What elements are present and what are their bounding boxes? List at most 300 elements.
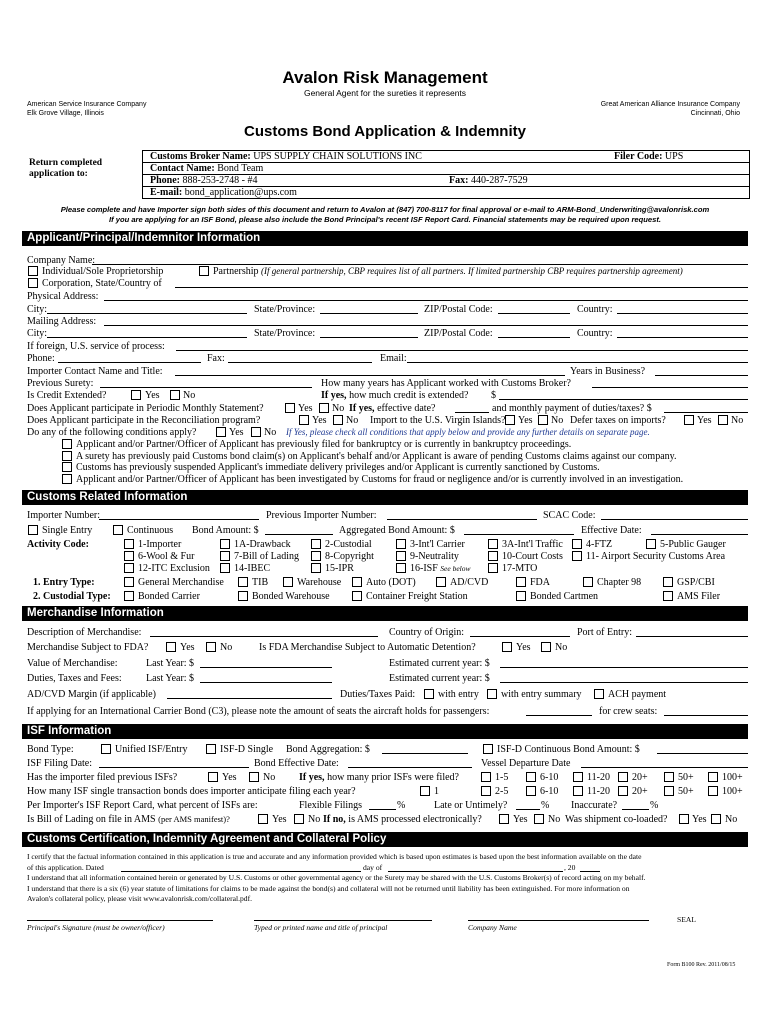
form-revision: Form B100 Rev. 2011/08/15 [667, 962, 736, 968]
prior-50-label: 50+ [678, 772, 694, 783]
detention-yes-label: Yes [516, 642, 531, 653]
entry-gsp-label: GSP/CBI [677, 577, 715, 588]
ams-yes-checkbox[interactable] [499, 814, 509, 824]
code-3-label: 3-Int'l Carrier [410, 539, 465, 550]
bol-no-checkbox[interactable] [294, 814, 304, 824]
code-7-checkbox[interactable] [220, 551, 230, 561]
zip-field[interactable] [498, 313, 570, 314]
origin-label: Country of Origin: [389, 627, 464, 638]
left-surety-city: Elk Grove Village, Illinois [27, 110, 104, 117]
value-estimated-field[interactable] [500, 667, 748, 668]
applicant-email-label: Email: [380, 353, 407, 364]
code-10-label: 10-Court Costs [502, 551, 563, 562]
code-1-label: 1-Importer [138, 539, 182, 550]
st-1-checkbox[interactable] [420, 786, 430, 796]
corporation-checkbox[interactable] [28, 278, 38, 288]
importer-number-field[interactable] [99, 519, 259, 520]
prior-1-5-checkbox[interactable] [481, 772, 491, 782]
st-20-checkbox[interactable] [618, 786, 628, 796]
origin-field[interactable] [470, 636, 570, 637]
entry-chapter98-checkbox[interactable] [583, 577, 593, 587]
phone-row: Phone: 888-253-2748 - #4 [150, 175, 258, 186]
filed-yes-checkbox[interactable] [208, 772, 218, 782]
with-entry-label: with entry [438, 689, 479, 700]
code-1-checkbox[interactable] [124, 539, 134, 549]
departure-field[interactable] [581, 767, 748, 768]
previous-surety-field[interactable] [100, 387, 312, 388]
coloaded-question: Was shipment co-loaded? [565, 814, 668, 825]
late-label: Late or Untimely? [434, 800, 508, 811]
defer-question: Defer taxes on imports? [570, 415, 666, 426]
seal-label: SEAL [677, 915, 696, 924]
detention-no-checkbox[interactable] [541, 642, 551, 652]
mailing-zip-field[interactable] [498, 337, 570, 338]
fda-yes-label: Yes [180, 642, 195, 653]
fda-detention-question: Is FDA Merchandise Subject to Automatic Detention? [259, 642, 476, 653]
pms-yes-label: Yes [298, 403, 313, 414]
ach-label: ACH payment [608, 689, 667, 700]
value-last-year-label: Last Year: $ [146, 658, 195, 669]
vi-no-label: No [551, 415, 564, 426]
departure-label: Vessel Departure Date [481, 758, 571, 769]
duties-label: Duties, Taxes and Fees: [27, 673, 122, 684]
recon-yes-label: Yes [312, 415, 327, 426]
credit-extended-label: Is Credit Extended? [27, 390, 107, 401]
st-2-5-label: 2-5 [495, 786, 509, 797]
entry-gsp-checkbox[interactable] [663, 577, 673, 587]
instructions-line-2: If you are applying for an ISF Bond, please also include the Bond Principal's recent ISF Report Card. Financial statements may be required upon request. [108, 215, 662, 224]
printed-name-field[interactable] [254, 920, 432, 921]
custodial-cartmen-label: Bonded Cartmen [530, 591, 599, 602]
unified-checkbox[interactable] [101, 744, 111, 754]
company-name-field[interactable] [92, 264, 748, 265]
pms-question: Does Applicant participate in Periodic Monthly Statement? [27, 403, 264, 414]
code-5-label: 5-Public Gauger [660, 539, 726, 550]
description-field[interactable] [150, 636, 378, 637]
port-label: Port of Entry: [577, 627, 632, 638]
entry-warehouse-checkbox[interactable] [283, 577, 293, 587]
state-label: State/Province: [254, 304, 316, 315]
st-20-label: 20+ [632, 786, 648, 797]
flexible-label: Flexible Filings [299, 800, 363, 811]
importer-contact-field[interactable] [175, 375, 565, 376]
prior-100-label: 100+ [722, 772, 743, 783]
flexible-percent: % [397, 800, 406, 811]
prior-isfs-question: If yes, how many prior ISFs were filed? [299, 772, 459, 783]
dated-day-field[interactable] [121, 871, 361, 872]
ach-checkbox[interactable] [594, 689, 604, 699]
scac-field[interactable] [601, 519, 748, 520]
filing-date-label: ISF Filing Date: [27, 758, 93, 769]
prior-11-20-label: 11-20 [587, 772, 610, 783]
code-5-checkbox[interactable] [646, 539, 656, 549]
ams-no-label: No [548, 814, 561, 825]
isf-continuous-label: ISF-D Continuous Bond Amount: $ [497, 744, 640, 755]
printed-name-label: Typed or printed name and title of principal [254, 923, 388, 932]
code-16-checkbox[interactable] [396, 563, 406, 573]
custodial-ams-checkbox[interactable] [663, 591, 673, 601]
pms-monthly-field[interactable] [664, 412, 748, 413]
bol-yes-checkbox[interactable] [258, 814, 268, 824]
custodial-type-label: 2. Custodial Type: [33, 591, 111, 602]
fda-yes-checkbox[interactable] [166, 642, 176, 652]
st-11-20-label: 11-20 [587, 786, 610, 797]
code-10-checkbox[interactable] [488, 551, 498, 561]
continuous-checkbox[interactable] [113, 525, 123, 535]
partnership-checkbox[interactable] [199, 266, 209, 276]
credit-dollar: $ [491, 390, 496, 401]
credit-no-checkbox[interactable] [170, 390, 180, 400]
individual-checkbox[interactable] [28, 266, 38, 276]
years-with-broker-field[interactable] [592, 387, 748, 388]
report-card-question: Per Importer's ISF Report Card, what percent of ISFs are: [27, 800, 258, 811]
bond-type-label: Bond Type: [27, 744, 74, 755]
credit-no-label: No [183, 390, 196, 401]
st-6-10-checkbox[interactable] [526, 786, 536, 796]
entry-tib-label: TIB [252, 577, 269, 588]
certify-line-2: I understand that all information contained herein or generated by U.S. Customs or other governmental agency or the Surety may be shared with the U.S. Customs Broker(s) of record acting on my behalf. [27, 873, 646, 882]
custodial-warehouse-checkbox[interactable] [238, 591, 248, 601]
detention-yes-checkbox[interactable] [502, 642, 512, 652]
pms-date-field[interactable] [455, 412, 489, 413]
single-transaction-question: How many ISF single transaction bonds does importer anticipate filing each year? [27, 786, 356, 797]
defer-yes-checkbox[interactable] [684, 415, 694, 425]
condition-4-label: Applicant and/or Partner/Officer of Applicant has been investigated by Customs for fraud or negligence and/or is currently involved in an investigation. [76, 474, 684, 485]
prior-20-checkbox[interactable] [618, 772, 628, 782]
code-14-checkbox[interactable] [220, 563, 230, 573]
physical-address-label: Physical Address: [27, 291, 99, 302]
c3-note: If applying for an International Carrier Bond (C3), please note the amount of seats the aircraft holds for passengers: [27, 706, 490, 717]
code-9-checkbox[interactable] [396, 551, 406, 561]
recon-yes-checkbox[interactable] [299, 415, 309, 425]
effective-date-field[interactable] [651, 534, 748, 535]
with-summary-checkbox[interactable] [487, 689, 497, 699]
adcvd-field[interactable] [167, 698, 332, 699]
fda-no-label: No [220, 642, 233, 653]
custodial-cfs-checkbox[interactable] [352, 591, 362, 601]
ams-no-checkbox[interactable] [534, 814, 544, 824]
aggregated-amount-label: Aggregated Bond Amount: $ [339, 525, 455, 536]
vi-question: Import to the U.S. Virgin Islands? [370, 415, 506, 426]
code-12-label: 12-ITC Exclusion [138, 563, 210, 574]
right-surety-city: Cincinnati, Ohio [690, 110, 740, 117]
prior-11-20-checkbox[interactable] [573, 772, 583, 782]
instructions-line-1: Please complete and have Importer sign both sides of this document and return to Avalon at (847) 700-8117 for final approval or e-mail to ARM-Bond_Underwriting@avalonrisk.com [60, 205, 710, 214]
credit-amount-label: If yes, how much credit is extended? [321, 390, 469, 401]
ams-electronic-question: If no, is AMS processed electronically? [323, 814, 482, 825]
bol-ams-question: Is Bill of Lading on file in AMS (per AMS manifest)? [27, 814, 230, 825]
applicant-fax-field[interactable] [228, 362, 372, 363]
entry-adcvd-checkbox[interactable] [436, 577, 446, 587]
condition-2-label: A surety has previously paid Customs bond claim(s) on Applicant's behalf and/or Applicant is aware of pending Customs claims against our company. [76, 451, 677, 462]
vi-yes-label: Yes [518, 415, 533, 426]
aggregation-field[interactable] [382, 753, 468, 754]
code-4-checkbox[interactable] [572, 539, 582, 549]
foreign-service-label: If foreign, U.S. service of process: [27, 341, 165, 352]
custodial-warehouse-label: Bonded Warehouse [252, 591, 330, 602]
filing-date-field[interactable] [99, 767, 249, 768]
code-1a-checkbox[interactable] [220, 539, 230, 549]
single-entry-label: Single Entry [42, 525, 93, 536]
with-entry-checkbox[interactable] [424, 689, 434, 699]
code-3a-checkbox[interactable] [488, 539, 498, 549]
entry-auto-checkbox[interactable] [352, 577, 362, 587]
st-100-label: 100+ [722, 786, 743, 797]
inaccurate-label: Inaccurate? [571, 800, 618, 811]
years-with-broker-label: How many years has Applicant worked with Customs Broker? [321, 378, 571, 389]
coloaded-no-label: No [725, 814, 738, 825]
condition-1-checkbox[interactable] [62, 439, 72, 449]
custodial-carrier-checkbox[interactable] [124, 591, 134, 601]
code-16-label: 16-ISF See below [410, 563, 471, 574]
applicant-fax-label: Fax: [207, 353, 225, 364]
single-entry-checkbox[interactable] [28, 525, 38, 535]
company-name-label: Company Name: [27, 255, 96, 266]
description-label: Description of Merchandise: [27, 627, 142, 638]
prior-20-label: 20+ [632, 772, 648, 783]
mailing-state-field[interactable] [320, 337, 418, 338]
custodial-cartmen-checkbox[interactable] [516, 591, 526, 601]
mailing-address-field[interactable] [104, 325, 748, 326]
credit-yes-checkbox[interactable] [131, 390, 141, 400]
credit-amount-field[interactable] [499, 399, 748, 400]
late-field[interactable] [516, 809, 540, 810]
adcvd-label: AD/CVD Margin (if applicable) [27, 689, 156, 700]
fax-row: Fax: 440-287-7529 [449, 175, 528, 186]
value-last-year-field[interactable] [200, 667, 332, 668]
crew-seats-field[interactable] [664, 715, 748, 716]
city-label: City: [27, 304, 48, 315]
zip-label: ZIP/Postal Code: [424, 304, 493, 315]
country-field[interactable] [617, 313, 748, 314]
dated-year-field[interactable] [580, 871, 600, 872]
recon-no-checkbox[interactable] [333, 415, 343, 425]
code-4-label: 4-FTZ [586, 539, 613, 550]
code-2-checkbox[interactable] [311, 539, 321, 549]
email-row: E-mail: bond_application@ups.com [150, 187, 297, 198]
code-8-label: 8-Copyright [325, 551, 374, 562]
dated-month-field[interactable] [388, 871, 563, 872]
custodial-carrier-label: Bonded Carrier [138, 591, 200, 602]
physical-address-field[interactable] [104, 300, 748, 301]
pms-date-label: If yes, effective date? [349, 403, 436, 414]
ams-yes-label: Yes [513, 814, 528, 825]
condition-3-checkbox[interactable] [62, 462, 72, 472]
st-50-checkbox[interactable] [664, 786, 674, 796]
importer-number-label: Importer Number: [27, 510, 101, 521]
code-15-checkbox[interactable] [311, 563, 321, 573]
duties-paid-label: Duties/Taxes Paid: [340, 689, 416, 700]
duties-estimated-label: Estimated current year: $ [389, 673, 490, 684]
continuous-label: Continuous [127, 525, 174, 536]
isf-continuous-checkbox[interactable] [483, 744, 493, 754]
code-11-checkbox[interactable] [572, 551, 582, 561]
foreign-service-field[interactable] [176, 350, 748, 351]
entry-general-label: General Merchandise [138, 577, 224, 588]
previous-importer-field[interactable] [387, 519, 537, 520]
crew-seats-label: for crew seats: [599, 706, 658, 717]
coloaded-no-checkbox[interactable] [711, 814, 721, 824]
with-summary-label: with entry summary [501, 689, 582, 700]
st-1-label: 1 [434, 786, 439, 797]
code-1a-label: 1A-Drawback [234, 539, 291, 550]
port-field[interactable] [636, 636, 748, 637]
detention-no-label: No [555, 642, 568, 653]
duties-last-year-field[interactable] [200, 682, 332, 683]
city-field[interactable] [47, 313, 247, 314]
importer-contact-label: Importer Contact Name and Title: [27, 366, 163, 377]
code-9-label: 9-Neutrality [410, 551, 459, 562]
code-3a-label: 3A-Int'l Traffic [502, 539, 563, 550]
code-6-label: 6-Wool & Fur [138, 551, 195, 562]
conditions-no-checkbox[interactable] [251, 427, 261, 437]
prior-6-10-checkbox[interactable] [526, 772, 536, 782]
isf-section-header: ISF Information [22, 724, 748, 739]
scac-label: SCAC Code: [543, 510, 596, 521]
principal-signature-field[interactable] [27, 920, 213, 921]
vi-no-checkbox[interactable] [538, 415, 548, 425]
country-label: Country: [577, 304, 613, 315]
condition-2-checkbox[interactable] [62, 451, 72, 461]
entry-warehouse-label: Warehouse [297, 577, 342, 588]
condition-3-label: Customs has previously suspended Applicant's immediate delivery privileges and/or Applicant is currently sanctioned by Customs. [76, 462, 600, 473]
prior-6-10-label: 6-10 [540, 772, 559, 783]
entry-chapter98-label: Chapter 98 [597, 577, 642, 588]
defer-yes-label: Yes [697, 415, 712, 426]
credit-yes-label: Yes [145, 390, 160, 401]
mailing-city-field[interactable] [47, 337, 247, 338]
coloaded-yes-checkbox[interactable] [679, 814, 689, 824]
conditions-yes-checkbox[interactable] [216, 427, 226, 437]
flexible-field[interactable] [369, 809, 396, 810]
principal-signature-label: Principal's Signature (must be owner/officer) [27, 923, 165, 932]
individual-label: Individual/Sole Proprietorship [42, 266, 164, 277]
bond-amount-label: Bond Amount: $ [192, 525, 259, 536]
entry-fda-checkbox[interactable] [516, 577, 526, 587]
vi-yes-checkbox[interactable] [505, 415, 515, 425]
st-6-10-label: 6-10 [540, 786, 559, 797]
previous-surety-label: Previous Surety: [27, 378, 94, 389]
bol-no-label: No [308, 814, 321, 825]
mailing-country-field[interactable] [617, 337, 748, 338]
condition-4-checkbox[interactable] [62, 474, 72, 484]
filed-no-checkbox[interactable] [249, 772, 259, 782]
entry-tib-checkbox[interactable] [238, 577, 248, 587]
activity-code-label: Activity Code: [27, 539, 89, 550]
code-15-label: 15-IPR [325, 563, 354, 574]
duties-last-year-label: Last Year: $ [146, 673, 195, 684]
applicant-phone-label: Phone: [27, 353, 55, 364]
bol-yes-label: Yes [272, 814, 287, 825]
broker-name-row: Customs Broker Name: UPS SUPPLY CHAIN SOLUTIONS INC [150, 151, 422, 162]
entry-fda-label: FDA [530, 577, 551, 588]
mailing-address-label: Mailing Address: [27, 316, 97, 327]
code-7-label: 7-Bill of Lading [234, 551, 299, 562]
st-50-label: 50+ [678, 786, 694, 797]
filed-previous-question: Has the importer filed previous ISFs? [27, 772, 178, 783]
form-title: Customs Bond Application & Indemnity [244, 123, 526, 140]
applicant-phone-field[interactable] [58, 362, 201, 363]
certify-dated-label: of this application. Dated [27, 863, 104, 872]
aggregated-amount-field[interactable] [464, 534, 574, 535]
conditions-yes-label: Yes [229, 427, 244, 438]
code-8-checkbox[interactable] [311, 551, 321, 561]
isf-single-checkbox[interactable] [206, 744, 216, 754]
pms-yes-checkbox[interactable] [285, 403, 295, 413]
company-name-signature-label: Company Name [468, 923, 517, 932]
partnership-label: Partnership (If general partnership, CBP requires list of all partners. If limited partnership CBP requires partnership agreement) [213, 266, 683, 277]
mailing-zip-label: ZIP/Postal Code: [424, 328, 493, 339]
st-2-5-checkbox[interactable] [481, 786, 491, 796]
fda-no-checkbox[interactable] [206, 642, 216, 652]
code-17-label: 17-MTO [502, 563, 538, 574]
bond-amount-field[interactable] [265, 534, 333, 535]
code-12-checkbox[interactable] [124, 563, 134, 573]
defer-no-label: No [731, 415, 744, 426]
code-14-label: 14-IBEC [234, 563, 271, 574]
certify-line-4: Avalon's collateral policy, please visit www.avalonrisk.com/collateral.pdf. [27, 894, 253, 903]
company-name-signature-field[interactable] [468, 920, 649, 921]
merchandise-section-header: Merchandise Information [22, 606, 748, 621]
isf-continuous-field[interactable] [657, 753, 748, 754]
entry-auto-label: Auto (DOT) [366, 577, 416, 588]
code-17-checkbox[interactable] [488, 563, 498, 573]
code-2-label: 2-Custodial [325, 539, 372, 550]
filed-yes-label: Yes [222, 772, 237, 783]
code-6-checkbox[interactable] [124, 551, 134, 561]
applicant-email-field[interactable] [407, 362, 748, 363]
custodial-ams-label: AMS Filer [677, 591, 721, 602]
value-label: Value of Merchandise: [27, 658, 118, 669]
company-title: Avalon Risk Management [282, 68, 488, 87]
pms-monthly-label: and monthly payment of duties/taxes? $ [492, 403, 652, 414]
mailing-state-label: State/Province: [254, 328, 316, 339]
years-field[interactable] [655, 375, 748, 376]
year-label: , 20 [564, 863, 576, 872]
st-11-20-checkbox[interactable] [573, 786, 583, 796]
passenger-seats-field[interactable] [526, 715, 592, 716]
isf-effective-field[interactable] [348, 767, 472, 768]
years-label: Years in Business? [570, 366, 646, 377]
inaccurate-field[interactable] [622, 809, 649, 810]
code-3-checkbox[interactable] [396, 539, 406, 549]
state-field[interactable] [320, 313, 418, 314]
coloaded-yes-label: Yes [692, 814, 707, 825]
aggregation-label: Bond Aggregation: $ [286, 744, 370, 755]
left-surety-name: American Service Insurance Company [27, 101, 147, 108]
pms-no-label: No [332, 403, 345, 414]
return-label: Return completed application to: [29, 158, 103, 179]
pms-no-checkbox[interactable] [319, 403, 329, 413]
recon-question: Does Applicant participate in the Reconciliation program? [27, 415, 261, 426]
fda-question: Merchandise Subject to FDA? [27, 642, 149, 653]
effective-date-label: Effective Date: [581, 525, 642, 536]
certification-section-header: Customs Certification, Indemnity Agreement and Collateral Policy [22, 832, 748, 847]
prior-50-checkbox[interactable] [664, 772, 674, 782]
late-percent: % [541, 800, 550, 811]
entry-adcvd-label: AD/CVD [450, 577, 489, 588]
mailing-city-label: City: [27, 328, 48, 339]
corporation-field[interactable] [175, 287, 748, 288]
st-100-checkbox[interactable] [708, 786, 718, 796]
duties-estimated-field[interactable] [500, 682, 748, 683]
entry-general-checkbox[interactable] [124, 577, 134, 587]
entry-type-label: 1. Entry Type: [33, 577, 95, 588]
unified-label: Unified ISF/Entry [115, 744, 188, 755]
prior-100-checkbox[interactable] [708, 772, 718, 782]
defer-no-checkbox[interactable] [718, 415, 728, 425]
corporation-label: Corporation, State/Country of [42, 278, 162, 289]
